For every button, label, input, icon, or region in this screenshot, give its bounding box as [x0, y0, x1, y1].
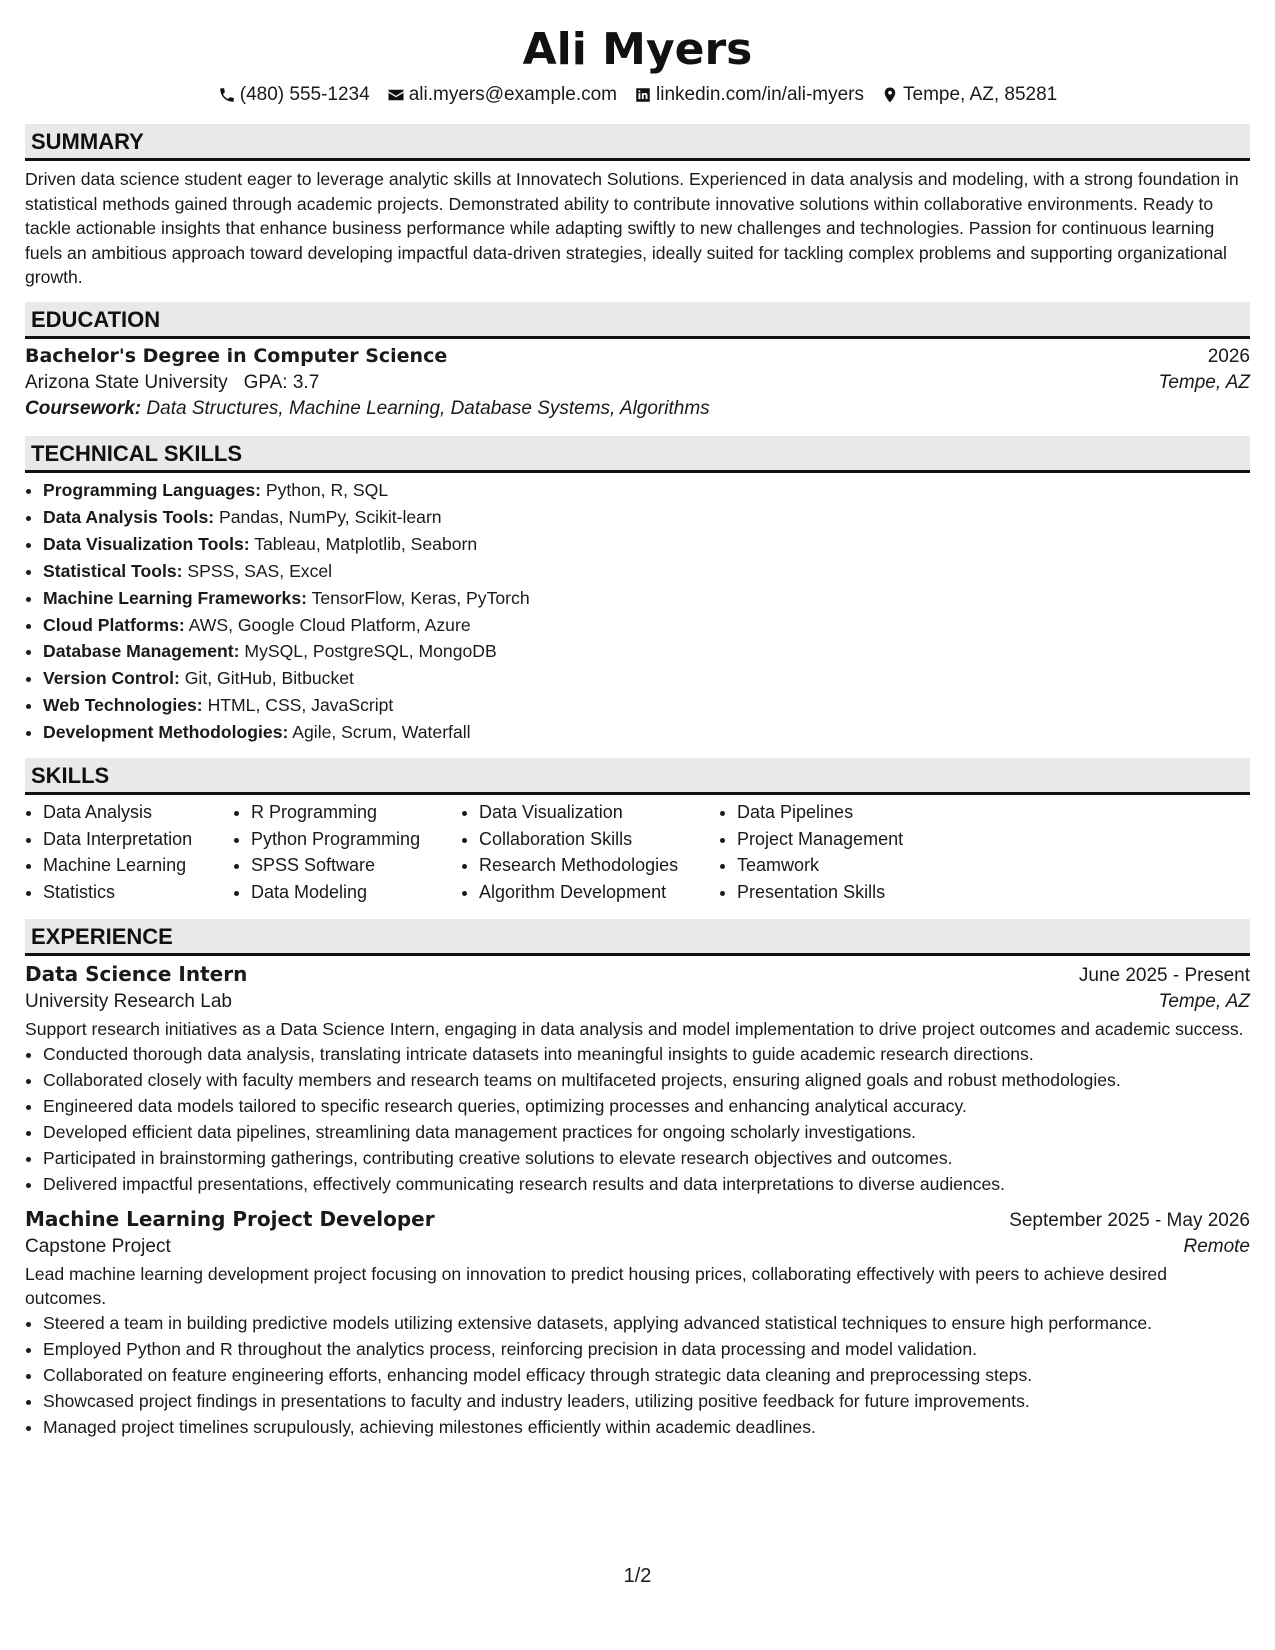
job-bullet: • Engineered data models tailored to specific research queries, optimizing processes and enhancing analytical accuracy.: [43, 1093, 1250, 1119]
job-title-row: [25, 1207, 1250, 1232]
technical-skill-item: [43, 558, 1250, 585]
contact-bar: [25, 82, 1250, 108]
technical-skill-label: Data Visualization Tools:: [43, 533, 250, 554]
skills-column: [25, 799, 233, 905]
job-dates: June 2025 - Present: [1078, 965, 1250, 987]
skill-item: • Presentation Skills: [737, 879, 947, 906]
job-title: Machine Learning Project Developer: [25, 1207, 435, 1232]
phone-text: (480) 555-1234: [239, 84, 370, 105]
technical-skills-section: [25, 436, 1250, 746]
technical-skill-item: [43, 719, 1250, 746]
job-bullet: • Collaborated on feature engineering efforts, enhancing model efficacy through strategic data cleaning and preprocessing steps.: [43, 1362, 1250, 1388]
section-heading-summary: SUMMARY: [25, 124, 1250, 161]
job-location: Remote: [1183, 1236, 1250, 1258]
technical-skill-label: Web Technologies:: [43, 695, 203, 716]
education-school-row: [25, 372, 1250, 394]
job-entry: [25, 962, 1250, 1197]
technical-skill-label: Database Management:: [43, 641, 240, 662]
email-text: ali.myers@example.com: [408, 84, 617, 105]
map-pin-icon: [881, 86, 899, 104]
technical-skill-item: [43, 477, 1250, 504]
skills-section: [25, 758, 1250, 905]
technical-skill-value: Python, R, SQL: [265, 479, 389, 500]
technical-skill-value: TensorFlow, Keras, PyTorch: [311, 587, 530, 608]
coursework-label: Coursework:: [25, 397, 142, 419]
school-location: Tempe, AZ: [1158, 371, 1250, 393]
technical-skill-item: [43, 638, 1250, 665]
job-location: Tempe, AZ: [1158, 991, 1250, 1013]
skill-item: • Statistics: [43, 879, 233, 906]
degree-title: Bachelor's Degree in Computer Science: [25, 344, 448, 367]
linkedin-icon: [634, 86, 652, 104]
summary-section: [25, 124, 1250, 290]
technical-skill-item: [43, 665, 1250, 692]
technical-skill-label: Development Methodologies:: [43, 722, 289, 743]
coursework-line: [25, 398, 1250, 420]
job-bullet: • Steered a team in building predictive models utilizing extensive datasets, applying advanced statistical techniques to ensure high performance.: [43, 1310, 1250, 1336]
job-organization: University Research Lab: [25, 991, 232, 1013]
job-organization: Capstone Project: [25, 1236, 171, 1258]
phone-icon: [218, 86, 236, 104]
skill-item: • Data Interpretation: [43, 826, 233, 853]
job-org-row: [25, 1236, 1250, 1258]
job-org-row: [25, 991, 1250, 1013]
coursework-list: Data Structures, Machine Learning, Database Systems, Algorithms: [146, 397, 710, 419]
technical-skill-value: MySQL, PostgreSQL, MongoDB: [244, 641, 497, 662]
experience-section: [25, 919, 1250, 1440]
technical-skill-item: [43, 612, 1250, 639]
technical-skill-value: Pandas, NumPy, Scikit-learn: [218, 506, 442, 527]
technical-skill-item: [43, 531, 1250, 558]
job-entry: [25, 1207, 1250, 1440]
location-text: Tempe, AZ, 85281: [903, 84, 1058, 105]
job-bullet: • Employed Python and R throughout the analytics process, reinforcing precision in data processing and model validation.: [43, 1336, 1250, 1362]
job-bullets: [25, 1310, 1250, 1440]
job-bullet: • Managed project timelines scrupulously, achieving milestones efficiently within academic deadlines.: [43, 1414, 1250, 1440]
job-bullets: [25, 1041, 1250, 1197]
job-bullet: • Developed efficient data pipelines, streamlining data management practices for ongoing scholarly investigations.: [43, 1119, 1250, 1145]
technical-skill-label: Version Control:: [43, 668, 180, 689]
skills-column: [719, 799, 947, 905]
technical-skill-item: [43, 585, 1250, 612]
technical-skill-value: Tableau, Matplotlib, Seaborn: [254, 533, 478, 554]
technical-skill-value: Git, GitHub, Bitbucket: [184, 668, 354, 689]
contact-phone: [218, 82, 370, 108]
skills-column: [461, 799, 719, 905]
skill-item: • R Programming: [251, 799, 461, 826]
technical-skill-value: Agile, Scrum, Waterfall: [292, 722, 471, 743]
contact-location: [881, 82, 1057, 108]
technical-skills-list: [25, 477, 1250, 746]
skill-item: • Data Analysis: [43, 799, 233, 826]
technical-skill-value: AWS, Google Cloud Platform, Azure: [188, 614, 471, 635]
technical-skill-value: HTML, CSS, JavaScript: [207, 695, 394, 716]
job-bullet: • Showcased project findings in presentations to faculty and industry leaders, utilizing positive feedback for future improvements.: [43, 1388, 1250, 1414]
section-heading-skills: SKILLS: [25, 758, 1250, 795]
education-section: [25, 302, 1250, 420]
job-bullet: • Conducted thorough data analysis, translating intricate datasets into meaningful insights to guide academic research directions.: [43, 1041, 1250, 1067]
skill-item: • Research Methodologies: [479, 852, 719, 879]
technical-skill-label: Statistical Tools:: [43, 560, 183, 581]
skill-item: • Data Modeling: [251, 879, 461, 906]
job-bullet: • Participated in brainstorming gatherings, contributing creative solutions to elevate research objectives and outcomes.: [43, 1145, 1250, 1171]
job-title-row: [25, 962, 1250, 987]
linkedin-text: linkedin.com/in/ali-myers: [656, 84, 865, 105]
technical-skill-label: Programming Languages:: [43, 479, 261, 500]
gpa: GPA: 3.7: [243, 371, 320, 393]
job-dates: September 2025 - May 2026: [1009, 1210, 1250, 1232]
section-heading-experience: EXPERIENCE: [25, 919, 1250, 956]
summary-text: Driven data science student eager to leverage analytic skills at Innovatech Solutions. Experienced in data analysis and modeling, with a strong foundation in statistical methods gained through academic projects. Demonstrated ability to contribute innovative solutions within collaborative environments. Ready to tackle actionable insights that enhance business performance while adapting swiftly to new challenges and technologies. Passion for continuous learning fuels an ambitious approach toward developing impactful data-driven strategies, ideally suited for tackling complex problems and supporting organizational growth.: [25, 169, 1239, 288]
skill-item: • Algorithm Development: [479, 879, 719, 906]
experience-jobs: [25, 962, 1250, 1440]
skill-item: • Project Management: [737, 826, 947, 853]
job-bullet: • Delivered impactful presentations, effectively communicating research results and data interpretations to diverse audiences.: [43, 1171, 1250, 1197]
technical-skill-item: [43, 692, 1250, 719]
skill-item: • SPSS Software: [251, 852, 461, 879]
technical-skill-label: Cloud Platforms:: [43, 614, 185, 635]
technical-skill-value: SPSS, SAS, Excel: [187, 560, 333, 581]
skill-item: • Machine Learning: [43, 852, 233, 879]
skills-column: [233, 799, 461, 905]
candidate-name: Ali Myers: [522, 24, 753, 75]
skill-item: • Data Pipelines: [737, 799, 947, 826]
job-description: Support research initiatives as a Data Science Intern, engaging in data analysis and model implementation to drive project outcomes and academic success.: [25, 1019, 1244, 1040]
technical-skill-label: Data Analysis Tools:: [43, 506, 215, 527]
education-degree-row: [25, 345, 1250, 368]
skill-item: • Teamwork: [737, 852, 947, 879]
technical-skill-item: [43, 504, 1250, 531]
page-number: 1/2: [623, 1565, 652, 1587]
technical-skill-label: Machine Learning Frameworks:: [43, 587, 307, 608]
section-heading-education: EDUCATION: [25, 302, 1250, 339]
section-heading-technical-skills: TECHNICAL SKILLS: [25, 436, 1250, 473]
skill-item: • Data Visualization: [479, 799, 719, 826]
skill-item: • Python Programming: [251, 826, 461, 853]
job-bullet: • Collaborated closely with faculty members and research teams on multifaceted projects, ensuring aligned goals and robust methodologies.: [43, 1067, 1250, 1093]
contact-email: [387, 82, 617, 108]
skills-grid: [25, 799, 1250, 905]
degree-year: 2026: [1207, 345, 1250, 367]
envelope-icon: [387, 86, 405, 104]
school-line: [25, 372, 319, 394]
job-title: Data Science Intern: [25, 962, 248, 987]
contact-linkedin: [634, 82, 864, 108]
skill-item: • Collaboration Skills: [479, 826, 719, 853]
job-description: Lead machine learning development project focusing on innovation to predict housing prices, collaborating effectively with peers to achieve desired outcomes.: [25, 1264, 1168, 1309]
resume-page: [25, 0, 1250, 1440]
school-name: Arizona State University: [25, 371, 228, 393]
